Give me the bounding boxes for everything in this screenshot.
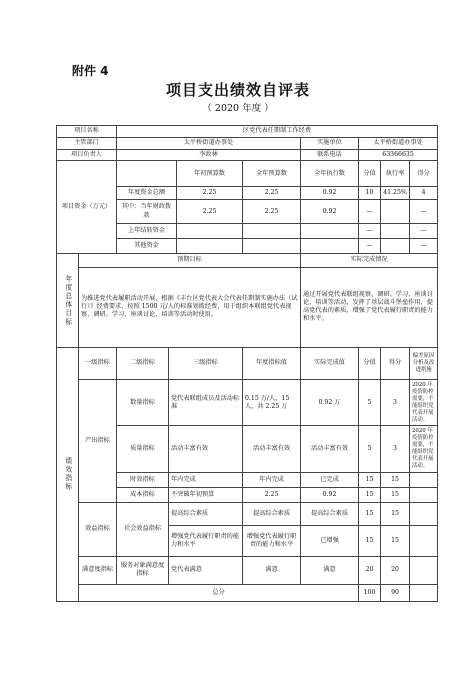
indicator-l3: 党代表满意 [169, 556, 243, 584]
indicator-note [410, 487, 438, 502]
indicators-header: 实际完成值 [301, 347, 359, 379]
indicator-got: 15 [381, 472, 410, 487]
page-title: 项目支出绩效自评表 [165, 81, 310, 99]
indicators-header: 年度指标值 [243, 347, 301, 379]
indicator-l3: 增强党代表履行职责的能力和水平 [169, 526, 243, 556]
indicator-target: 年内完成 [243, 472, 301, 487]
total-note [410, 584, 438, 601]
indicator-score: 15 [359, 472, 381, 487]
phone-value: 63366635 [359, 149, 438, 161]
indicator-target: 2.25 [243, 487, 301, 502]
funds-header: 年初预算数 [177, 161, 243, 187]
satisfaction-indicator-label: 满意度指标 [79, 556, 117, 584]
indicator-l2: 成本指标 [117, 487, 169, 502]
indicator-actual: 0.92 万 [301, 379, 359, 425]
funds-cell [243, 223, 301, 238]
indicators-header: 一级指标 [79, 347, 117, 379]
indicators-header: 三级指标 [169, 347, 243, 379]
goals-expected-header: 预期目标 [79, 254, 301, 268]
funds-cell: — [410, 223, 438, 238]
indicator-score: 5 [359, 379, 381, 425]
indicator-target: 0.15 万/人，15 人，共 2.25 万 [243, 379, 301, 425]
performance-table [56, 125, 438, 602]
funds-cell [381, 200, 410, 224]
total-label: 总分 [79, 584, 359, 601]
indicator-l2: 质量指标 [117, 426, 169, 472]
funds-cell: 41.25% [381, 187, 410, 200]
indicator-target: 增强党代表履行职责的能力和水平 [243, 526, 301, 556]
goals-content-row [57, 268, 438, 348]
indicators-header: 二级指标 [117, 347, 169, 379]
indicator-got: 20 [381, 556, 410, 584]
impl-unit-value: 太平桥街道办事处 [359, 137, 438, 149]
funds-row-label: 其他资金 [117, 238, 177, 253]
funds-cell: — [359, 238, 381, 253]
total-got: 90 [381, 584, 410, 601]
indicator-l3: 党代表联组成员及活动标准 [169, 379, 243, 425]
indicator-row [57, 556, 438, 584]
indicator-actual: 已完成 [301, 472, 359, 487]
funds-cell: 0.92 [301, 200, 359, 224]
benefit-indicator-label: 效益指标 [79, 502, 117, 556]
phone-label: 联系电话 [301, 149, 359, 161]
goals-header-row [57, 254, 438, 268]
indicator-score: 5 [359, 426, 381, 472]
funds-cell [381, 238, 410, 253]
goals-actual-text: 通过开展党代表联组视察、调研、学习、座谈讨论，培训等活动，发挥了基层战斗堡垒作用，提高党代表的素质，增强了党代表履行职责的能力和水平。 [301, 268, 438, 348]
leader-label: 项目负责人 [57, 149, 117, 161]
indicator-score: 15 [359, 502, 381, 526]
year-label: （ 2020 年度 ） [202, 103, 274, 114]
indicator-l2: 服务对象满意度指标 [117, 556, 169, 584]
total-row [57, 584, 438, 601]
dept-value: 太平桥街道办事处 [117, 137, 301, 149]
funds-header: 分值 [359, 161, 381, 187]
indicator-l3: 不突破年初预算 [169, 487, 243, 502]
indicator-score: 15 [359, 487, 381, 502]
goals-section-label: 年度总体目标 [57, 254, 79, 348]
indicator-score: 15 [359, 526, 381, 556]
project-name-value: 区党代表任期制工作经费 [117, 126, 438, 138]
indicator-target: 活动丰富有效 [243, 426, 301, 472]
indicators-header: 偏差原因分析及改进措施 [410, 347, 438, 379]
output-indicator-label: 产出指标 [79, 379, 117, 502]
indicator-actual: 提高综合素质 [301, 502, 359, 526]
indicator-actual: 活动丰富有效 [301, 426, 359, 472]
indicator-row [57, 379, 438, 425]
dept-label: 主管部门 [57, 137, 117, 149]
funds-header-row [57, 161, 438, 187]
attachment-label: 附件 4 [72, 64, 109, 78]
indicator-l3: 提高综合素质 [169, 502, 243, 526]
indicator-note [410, 556, 438, 584]
indicator-actual: 满意 [301, 556, 359, 584]
funds-cell: 2.25 [177, 200, 243, 224]
indicator-note: 2020 年疫情防控需要，不能组织党代表开展活动。 [410, 426, 438, 472]
indicator-got: 3 [381, 379, 410, 425]
indicator-l2: 数量指标 [117, 379, 169, 425]
goals-expected-text: 为推进党代表履职活动开展，根据《丰台区党代表大会代表任期制实施办法（试行）》经费要求，按照 1500 元/人的标准划拨经费，用于组织本联组党代表视察、调研、学习、座谈讨论、培训等活动时使用。 [79, 268, 301, 348]
funds-cell [177, 223, 243, 238]
indicator-got: 15 [381, 487, 410, 502]
funds-cell: — [359, 223, 381, 238]
funds-header: 全年预算数 [243, 161, 301, 187]
indicator-got: 15 [381, 502, 410, 526]
funds-cell: 4 [410, 187, 438, 200]
indicator-got: 15 [381, 526, 410, 556]
indicator-score: 20 [359, 556, 381, 584]
funds-cell [177, 238, 243, 253]
funds-cell: — [359, 200, 381, 224]
project-name-label: 项目名称 [57, 126, 117, 138]
funds-cell [301, 238, 359, 253]
funds-header: 全年执行数 [301, 161, 359, 187]
indicator-actual: 已增强 [301, 526, 359, 556]
funds-cell [243, 238, 301, 253]
indicator-target: 满意 [243, 556, 301, 584]
indicators-header: 得分 [381, 347, 410, 379]
indicators-header: 分值 [359, 347, 381, 379]
indicators-section-label: 绩效指标 [57, 347, 79, 601]
funds-cell [301, 223, 359, 238]
funds-section-label: 项目资金（万元） [57, 161, 117, 254]
indicator-note [410, 502, 438, 526]
indicator-target: 提高综合素质 [243, 502, 301, 526]
funds-cell: 10 [359, 187, 381, 200]
indicator-l2: 时效指标 [117, 472, 169, 487]
impl-unit-label: 实施单位 [301, 137, 359, 149]
indicator-note [410, 526, 438, 556]
indicator-l3: 年内完成 [169, 472, 243, 487]
funds-header: 得分 [410, 161, 438, 187]
funds-cell: — [410, 238, 438, 253]
funds-cell: 2.25 [243, 187, 301, 200]
funds-cell: 0.92 [301, 187, 359, 200]
funds-row-label: 上年结转资金 [117, 223, 177, 238]
indicator-row [57, 502, 438, 526]
funds-cell: 2.25 [243, 200, 301, 224]
dept-row [57, 137, 438, 149]
indicator-note: 2020 年疫情防控需要，不能组织党代表开展活动。 [410, 379, 438, 425]
indicator-l3: 活动丰富有效 [169, 426, 243, 472]
funds-blank-header [117, 161, 177, 187]
indicators-header-row [57, 347, 438, 379]
project-name-row [57, 126, 438, 138]
indicator-l2: 社会效益指标 [117, 502, 169, 556]
indicator-got: 3 [381, 426, 410, 472]
total-score: 100 [359, 584, 381, 601]
indicator-actual: 0.92 [301, 487, 359, 502]
indicator-note [410, 472, 438, 487]
leader-value: 李政林 [117, 149, 301, 161]
funds-cell: 2.25 [177, 187, 243, 200]
leader-row [57, 149, 438, 161]
goals-actual-header: 实际完成情况 [301, 254, 438, 268]
funds-row-label: 年度资金总额 [117, 187, 177, 200]
funds-cell [381, 223, 410, 238]
funds-cell: — [410, 200, 438, 224]
funds-header: 执行率 [381, 161, 410, 187]
funds-row-label: 其中：当年财政拨款 [117, 200, 177, 224]
